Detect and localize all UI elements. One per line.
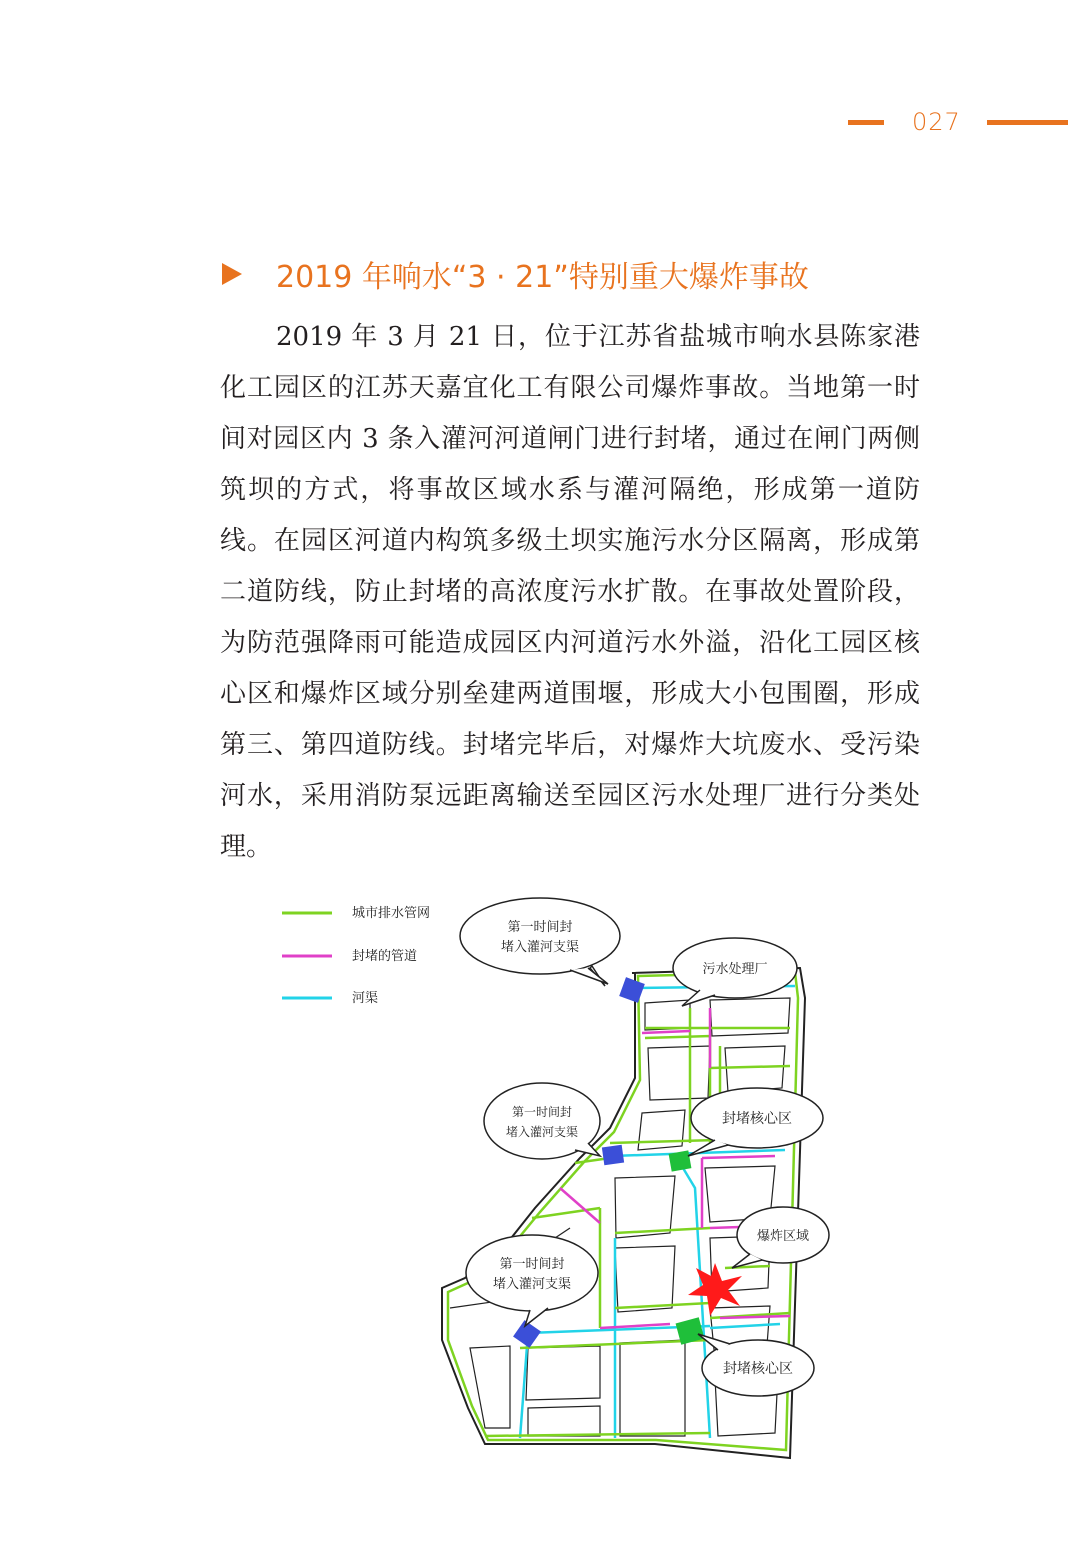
callout-gate-top <box>460 898 620 986</box>
page-number-left-bar <box>848 120 884 125</box>
body-paragraph: 2019 年 3 月 21 日，位于江苏省盐城市响水县陈家港化工园区的江苏天嘉宜化工有限公司爆炸事故。当地第一时间对园区内 3 条入灌河河道闸门进行封堵，通过在闸门两侧筑坝的方式，将事故区域水系与灌河隔绝，形成第一道防线。在园区河道内构筑多级土坝实施污水分区隔离，形成第二道防线，防止封堵的高浓度污水扩散。在事故处置阶段，为防范强降雨可能造成园区内河道污水外溢，沿化工园区核心区和爆炸区域分别垒建两道围堰，形成大小包围圈，形成第三、第四道防线。封堵完毕后，对爆炸大坑废水、受污染河水，采用消防泵远距离输送至园区污水处理厂进行分类处理。 <box>220 322 920 862</box>
callout-gate-middle <box>484 1083 600 1159</box>
core-marker-top <box>669 1150 692 1171</box>
callout-core-top <box>688 1088 823 1156</box>
triangle-bullet-icon <box>222 263 242 285</box>
callout-gate-low <box>466 1235 598 1326</box>
callout-gate-top-line1: 第一时间封 <box>507 920 573 935</box>
map-legend <box>282 905 430 1006</box>
legend-label-blocked-pipe: 封堵的管道 <box>352 949 418 964</box>
section-title: 2019 年响水“3 · 21”特别重大爆炸事故 <box>276 260 809 295</box>
page-number-right-bar <box>987 120 1068 125</box>
callout-gate-middle-line2: 堵入灌河支渠 <box>505 1125 579 1139</box>
callout-blast <box>732 1207 829 1268</box>
section-heading <box>222 252 809 296</box>
callout-blast-label: 爆炸区域 <box>756 1229 810 1244</box>
page-number <box>848 108 1068 136</box>
callout-core-top-label: 封堵核心区 <box>722 1111 792 1127</box>
callout-plant <box>673 938 797 1006</box>
callout-core-bottom-label: 封堵核心区 <box>723 1361 793 1377</box>
legend-label-canal: 河渠 <box>352 991 379 1006</box>
callout-gate-low-line1: 第一时间封 <box>499 1257 565 1272</box>
callout-gate-low-line2: 堵入灌河支渠 <box>492 1277 572 1292</box>
callout-gate-top-line2: 堵入灌河支渠 <box>500 940 580 955</box>
callout-gate-middle-line1: 第一时间封 <box>511 1105 573 1119</box>
page-number-text: 027 <box>912 108 961 136</box>
gate-marker-top <box>619 977 645 1003</box>
legend-label-drainage: 城市排水管网 <box>352 906 431 921</box>
callout-core-bottom <box>698 1334 814 1396</box>
callout-plant-label: 污水处理厂 <box>702 962 768 977</box>
emergency-map <box>270 888 850 1488</box>
gate-marker-middle <box>602 1145 624 1166</box>
